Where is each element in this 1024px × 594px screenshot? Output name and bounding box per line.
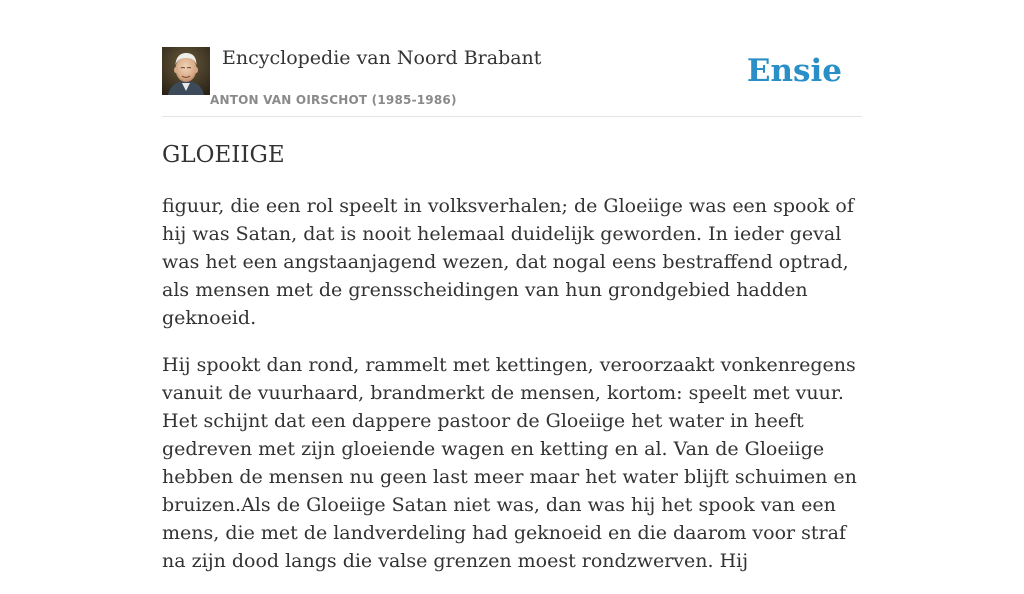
brand-logo[interactable]: Ensie <box>746 53 842 89</box>
author-portrait-icon <box>162 47 210 95</box>
book-title[interactable]: Encyclopedie van Noord Brabant <box>222 47 542 69</box>
author-avatar[interactable] <box>162 47 210 95</box>
author-name[interactable]: ANTON VAN OIRSCHOT (1985-1986) <box>210 93 457 107</box>
paragraph: Hij spookt dan rond, rammelt met kettingen, veroorzaakt vonkenregens vanuit de vuurhaard, brandmerkt de mensen, kortom: speelt met vuur. Het schijnt dat een dappere pastoor de Gloeiige het water in heeft gedreven met zijn gloeiende wagen en ketting en al. Van de Gloeiige hebben de mensen nu geen last meer maar het water blijft schuimen en bruizen.Als de Gloeiige Satan niet was, dan was hij het spook van een mens, die met de landverdeling had geknoeid en die daarom voor straf na zijn dood langs die valse grenzen moest rondzwerven. Hij <box>162 354 857 572</box>
header <box>162 46 862 117</box>
paragraph: figuur, die een rol speelt in volksverhalen; de Gloeiige was een spook of hij was Satan, dat is nooit helemaal duidelijk geworden. In ieder geval was het een angstaanjagend wezen, dat nogal eens bestraffend optrad, als mensen met de grensscheidingen van hun grondgebied hadden geknoeid. <box>162 195 854 329</box>
entry-content <box>162 192 866 594</box>
entry-title: GLOEIIGE <box>162 142 285 168</box>
